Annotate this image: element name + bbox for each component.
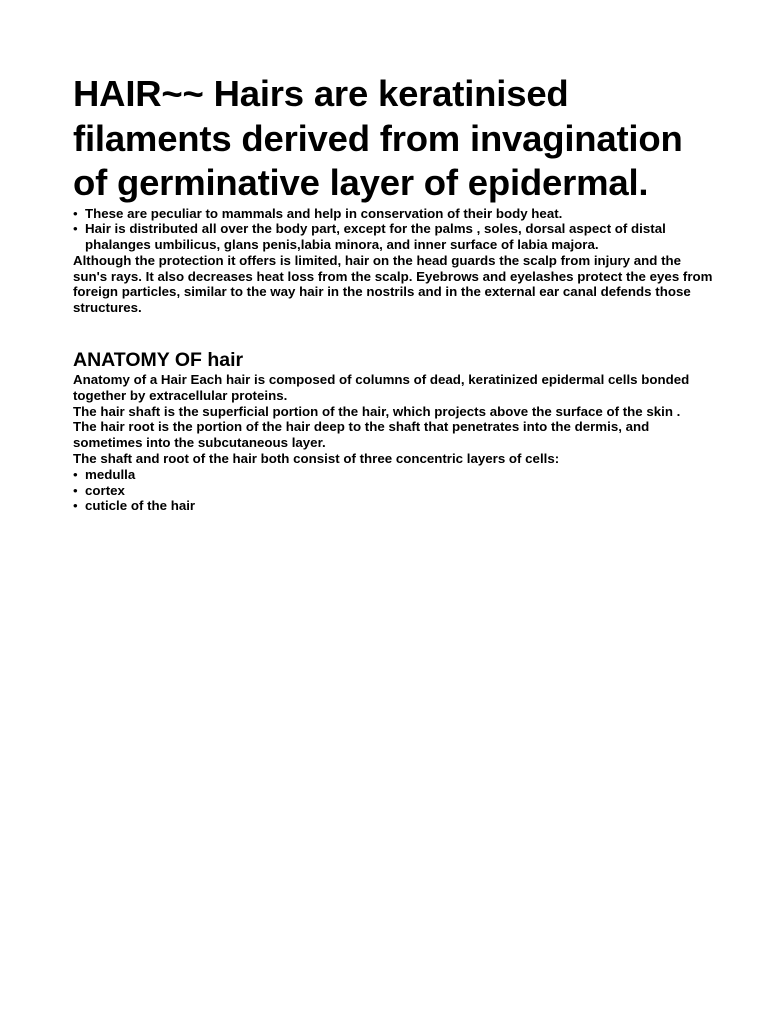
bullet-icon: • xyxy=(73,498,78,514)
hair-root-paragraph: The hair root is the portion of the hair deep to the shaft that penetrates into the dermis, and sometimes into the subcutaneous layer. xyxy=(73,419,650,451)
list-item xyxy=(73,467,713,483)
hair-shaft-paragraph: The hair shaft is the superficial portion of the hair, which projects above the surface of the skin . xyxy=(73,403,681,419)
list-item-text: medulla xyxy=(85,466,136,482)
bullet-icon: • xyxy=(73,205,78,221)
anatomy-section xyxy=(73,348,713,514)
page-title: HAIR~~ Hairs are keratinised filaments derived from invagination of germinative layer of epidermal. xyxy=(73,73,683,203)
list-item-text: cortex xyxy=(85,482,125,498)
layers-bullet-list xyxy=(73,467,713,514)
list-item xyxy=(73,483,713,499)
document-page xyxy=(73,72,713,514)
anatomy-paragraph: Anatomy of a Hair Each hair is composed of columns of dead, keratinized epidermal cells bonded together by extracellular proteins. xyxy=(73,372,690,403)
list-item xyxy=(73,206,713,222)
intro-bullet-list xyxy=(73,206,713,253)
section-heading: ANATOMY OF hair xyxy=(73,349,244,372)
layers-intro-paragraph: The shaft and root of the hair both consist of three concentric layers of cells: xyxy=(73,451,560,467)
list-item-text: cuticle of the hair xyxy=(85,498,196,514)
list-item-text: These are peculiar to mammals and help in conservation of their body heat. xyxy=(85,205,563,221)
list-item-text: Hair is distributed all over the body part, except for the palms , soles, dorsal aspect of distal phalanges umbilicus, glans penis,labia minora, and inner surface of labia majora. xyxy=(85,221,666,253)
bullet-icon: • xyxy=(73,221,78,237)
list-item xyxy=(73,498,713,514)
bullet-icon: • xyxy=(73,466,78,482)
bullet-icon: • xyxy=(73,482,78,498)
intro-paragraph: Although the protection it offers is limited, hair on the head guards the scalp from injury and the sun's rays. It also decreases heat loss from the scalp. Eyebrows and eyelashes protect the eyes from foreign particles, similar to the way hair in the nostrils and in the external ear canal defends those structures. xyxy=(73,252,713,316)
list-item xyxy=(73,221,713,253)
